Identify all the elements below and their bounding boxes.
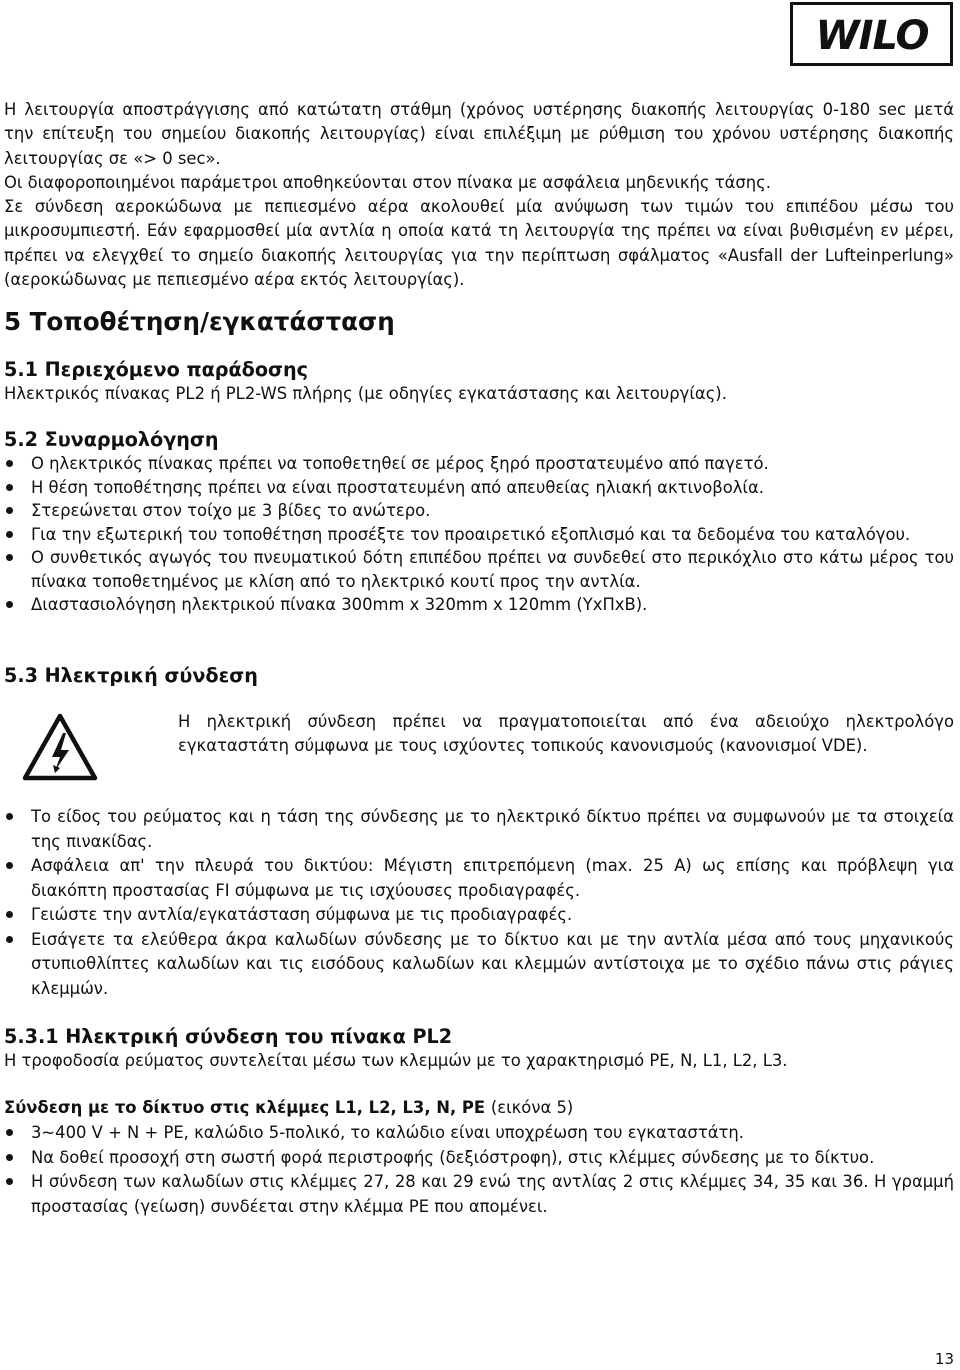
list-item: Να δοθεί προσοχή στη σωστή φορά περιστροφής (δεξιόστροφη), στις κλέμμες σύνδεσης με το δίκτυο. xyxy=(0,1146,954,1171)
network-connection-title: Σύνδεση με το δίκτυο στις κλέμμες L1, L2, L3, N, PE xyxy=(4,1098,486,1117)
figure-reference: (εικόνα 5) xyxy=(490,1098,574,1117)
section-5-1-heading: 5.1 Περιεχόμενο παράδοσης xyxy=(4,358,308,381)
intro-paragraph-1: Η λειτουργία αποστράγγισης από κατώτατη στάθμη (χρόνος υστέρησης διακοπής λειτουργίας 0-180 sec μετά την επίτευξη του σημείου διακοπής λειτουργίας) είναι επιλέξιμη με ρύθμιση του χρόνου υστέρησης διακοπής λειτουργίας σε «> 0 sec». xyxy=(4,100,954,168)
intro-paragraph-2: Οι διαφοροποιημένοι παράμετροι αποθηκεύονται στον πίνακα με ασφάλεια μηδενικής τάσης. xyxy=(4,173,772,192)
network-connection-list xyxy=(0,1121,954,1219)
section-5-3-1-heading: 5.3.1 Ηλεκτρική σύνδεση του πίνακα PL2 xyxy=(4,1025,453,1048)
wilo-logo xyxy=(790,2,953,66)
list-item: Εισάγετε τα ελεύθερα άκρα καλωδίων σύνδεσης με το δίκτυο και με την αντλία μέσα από τους μηχανικούς στυπιοθλίπτες καλωδίων και τις εισόδους καλωδίων και κλεμμών αντίστοιχα με το σχέδιο πάνω στις ράγιες κλεμμών. xyxy=(0,928,954,1002)
network-connection-heading xyxy=(4,1096,573,1120)
list-item: Διαστασιολόγηση ηλεκτρικού πίνακα 300mm x 320mm x 120mm (ΥxΠxΒ). xyxy=(0,593,954,617)
electrical-warning-text: Η ηλεκτρική σύνδεση πρέπει να πραγματοποιείται από ένα αδειούχο ηλεκτρολόγο εγκαταστάτη σύμφωνα με τους ισχύοντες τοπικούς κανονισμούς (κανονισμοί VDE). xyxy=(178,712,954,756)
wilo-logo-mark xyxy=(797,9,947,59)
list-item: Ο συνθετικός αγωγός του πνευματικού δότη επιπέδου πρέπει να συνδεθεί στο περικόχλιο στο κάτω μέρος του πίνακα τοποθετημένος με κλίση από το ηλεκτρικό κουτί προς την αντλία. xyxy=(0,546,954,593)
page-number: 13 xyxy=(934,1350,954,1368)
list-item: Για την εξωτερική του τοποθέτηση προσέξτε τον προαιρετικό εξοπλισμό και τα δεδομένα του καταλόγου. xyxy=(0,523,954,547)
list-item: Γειώστε την αντλία/εγκατάσταση σύμφωνα με τις προδιαγραφές. xyxy=(0,903,954,928)
section-5-2-heading: 5.2 Συναρμολόγηση xyxy=(4,428,219,451)
delivery-content-text: Ηλεκτρικός πίνακας PL2 ή PL2-WS πλήρης (με οδηγίες εγκατάστασης και λειτουργίας). xyxy=(4,384,727,403)
list-item: Η σύνδεση των καλωδίων στις κλέμμες 27, 28 και 29 ενώ της αντλίας 2 στις κλέμμες 34, 35 και 36. Η γραμμή προστασίας (γείωση) συνδέεται στην κλέμμα PE που απομένει. xyxy=(0,1170,954,1219)
section-5-3-heading: 5.3 Ηλεκτρική σύνδεση xyxy=(4,664,258,687)
intro-paragraph-3: Σε σύνδεση αεροκώδωνα με πεπιεσμένο αέρα ακολουθεί μία ανύψωση των τιμών του επιπέδου μέσω του μικροσυμπιεστή. Εάν εφαρμοσθεί μία αντλία η οποία κατά τη λειτουργία της πρέπει να είναι βυθισμένη εν μέρει, πρέπει να ελεγχθεί το σημείο διακοπής λειτουργίας για την περίπτωση σφάλματος «Ausfall der Lufteinperlung» (αεροκώδωνας με πεπιεσμένο αέρα εκτός λειτουργίας). xyxy=(4,197,954,290)
list-item: Ο ηλεκτρικός πίνακας πρέπει να τοποθετηθεί σε μέρος ξηρό προστατευμένο από παγετό. xyxy=(0,452,954,476)
list-item: Στερεώνεται στον τοίχο με 3 βίδες το ανώτερο. xyxy=(0,499,954,523)
list-item: 3~400 V + N + PE, καλώδιο 5-πολικό, το καλώδιο είναι υποχρέωση του εγκαταστάτη. xyxy=(0,1121,954,1146)
installation-list xyxy=(0,452,954,617)
list-item: Η θέση τοποθέτησης πρέπει να είναι προστατευμένη από απευθείας ηλιακή ακτινοβολία. xyxy=(0,476,954,500)
wilo-logo-text: WILO xyxy=(814,13,929,59)
power-supply-text: Η τροφοδοσία ρεύματος συντελείται μέσω των κλεμμών με το χαρακτηρισμό PE, N, L1, L2, L3. xyxy=(4,1051,788,1070)
section-5-heading: 5 Τοποθέτηση/εγκατάσταση xyxy=(4,307,395,336)
electrical-connection-list xyxy=(0,805,954,1001)
list-item: Ασφάλεια απ' την πλευρά του δικτύου: Μέγιστη επιτρεπόμενη (max. 25 A) ως επίσης και πρόβλεψη για διακόπτη προστασίας FI σύμφωνα με τις ισχύουσες προδιαγραφές. xyxy=(0,854,954,903)
electric-warning-icon xyxy=(22,713,98,785)
list-item: Το είδος του ρεύματος και η τάση της σύνδεσης με το ηλεκτρικό δίκτυο πρέπει να συμφωνούν με τα στοιχεία της πινακίδας. xyxy=(0,805,954,854)
